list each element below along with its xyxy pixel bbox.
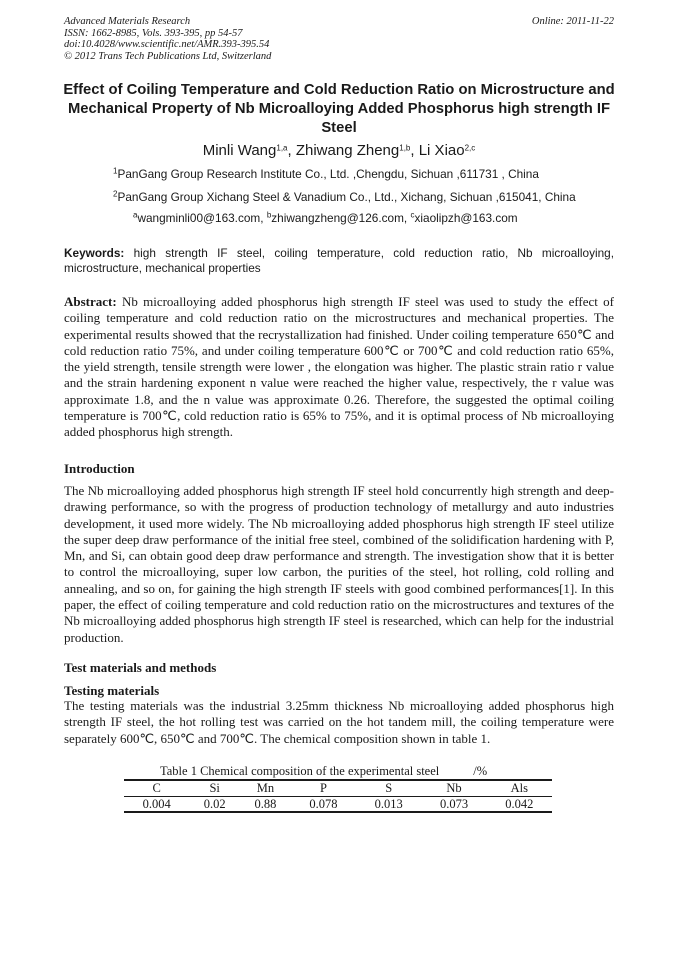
abstract	[64, 294, 614, 441]
affiliation-text: PanGang Group Xichang Steel & Vanadium Co., Ltd., Xichang, Sichuan ,615041, China	[117, 190, 576, 204]
introduction-heading: Introduction	[64, 461, 135, 476]
table-row	[124, 796, 552, 812]
table-cell: 0.042	[505, 797, 534, 811]
email-link[interactable]: wangminli00@163.com,	[137, 211, 264, 225]
table-header-cell: Nb	[446, 781, 462, 795]
materials-subheading: Testing materials	[64, 683, 160, 698]
journal-name: Advanced Materials Research	[64, 16, 191, 27]
abstract-text: Nb microalloying added phosphorus high strength IF steel was used to study the effect of coiling temperature and cold reduction ratio on the microstructures and mechanical properties. The experimental results showed that the recrystallization had finished. Under coiling temperature 650℃ and cold reduction ratio 75%, and under coiling temperature 600℃ or 700℃ and cold reduction ratio 65%, the yield strength, tensile strength were lower , the elongation was higher. The plastic strain ratio r value and the strain hardening exponent n value were reached the higher value, respectively, the r value was approximate 1.8, and the n value was approximate 0.26. Therefore, the suggested the optimal coiling temperature is 700℃, cold reduction ratio is 65% to 75%, and it is optimal process of Nb microalloying added phosphorus high strength.	[64, 294, 614, 440]
email-link[interactable]: xiaolipzh@163.com	[414, 211, 518, 225]
affiliation-sup: 2	[113, 189, 118, 199]
abstract-label: Abstract:	[64, 294, 117, 309]
affiliation-text: PanGang Group Research Institute Co., Ltd. ,Chengdu, Sichuan ,611731 , China	[117, 167, 539, 181]
affiliation-1	[113, 167, 539, 181]
table-header-cell: P	[319, 781, 327, 795]
copyright-line: © 2012 Trans Tech Publications Ltd, Switzerland	[64, 50, 272, 62]
author-name: Minli Wang	[202, 142, 277, 159]
materials-text: The testing materials was the industrial 3.25mm thickness Nb microalloying added phosphorus high strength IF steel, the hot rolling test was carried on the hot tandem mill, the coiling temperature were separately 600℃, 650℃ and 700℃. The chemical composition shown in table 1.	[64, 698, 614, 746]
table-header-cell: Si	[209, 781, 220, 795]
introduction-text: The Nb microalloying added phosphorus high strength IF steel hold concurrently high strength and deep-drawing performance, so with the progress of production technology of metallurgy and auto industries development, it used more widely. The Nb microalloying added phosphorus high strength IF steel utilize the super deep draw performance of the initial free steel, combined of the solidification hardening with P, Mn, and Si, can obtain good deep draw performance and strength. The investigation show that it is better to control the microalloying, super low carbon, the purities of the steel, hot rolling, cold rolling and annealing, and so on, for gaining the high strength IF steels with good combined performances[1]. In this paper, the effect of coiling temperature and cold reduction ratio on the microstructures and textures of the Nb microalloying added phosphorus high strength IF steel is researched, which can help for the industrial production.	[64, 483, 614, 645]
table-header-cell: Als	[510, 781, 529, 795]
table-cell: 0.88	[254, 797, 277, 811]
email-line	[133, 211, 518, 225]
table-cell: 0.02	[203, 797, 226, 811]
keywords-text: high strength IF steel, coiling temperature, cold reduction ratio, Nb microalloying, microstructure, mechanical properties	[64, 246, 614, 275]
author-name: Li Xiao	[418, 142, 465, 159]
issn-line: ISSN: 1662-8985, Vols. 393-395, pp 54-57	[64, 27, 243, 39]
author-list: Minli Wang$^{1,a}$, Zhiwang Zheng$^{1,b}$, Li Xiao$^{2,c}$	[202, 142, 476, 159]
doi-line: doi:10.4028/www.scientific.net/AMR.393-395.54	[64, 39, 270, 50]
table-caption	[160, 763, 487, 779]
methods-heading: Test materials and methods	[64, 660, 217, 675]
table-header-row	[124, 780, 552, 796]
journal-header	[64, 16, 271, 62]
email-sup: b	[266, 210, 272, 220]
affiliation-2	[113, 190, 576, 204]
table-caption-text: Table 1 Chemical composition of the experimental steel	[160, 764, 440, 778]
online-date: Online: 2011-11-22	[531, 16, 614, 27]
author-name: Zhiwang Zheng	[295, 142, 400, 159]
paper-title: Effect of Coiling Temperature and Cold Reduction Ratio on Microstructure and Mechanical Property of Nb Microalloying Added Phosphorus high strength IF Steel	[63, 82, 615, 136]
affiliation-sup: 1	[113, 166, 118, 176]
table-header-cell: Mn	[256, 781, 275, 795]
keywords	[64, 246, 614, 276]
composition-table	[124, 780, 552, 812]
table-cell: 0.004	[142, 797, 171, 811]
keywords-label: Keywords:	[64, 246, 125, 260]
table-header-cell: C	[152, 781, 161, 795]
email-link[interactable]: zhiwangzheng@126.com,	[271, 211, 408, 225]
author-sup: 1,a	[276, 143, 288, 153]
email-sup: c	[410, 210, 415, 220]
author-sup: 2,c	[464, 143, 476, 153]
table-header-cell: S	[385, 781, 393, 795]
author-sup: 1,b	[399, 143, 411, 153]
email-sup: a	[133, 210, 138, 220]
table-unit: /%	[473, 764, 488, 778]
table-cell: 0.073	[439, 797, 469, 811]
table-cell: 0.078	[309, 797, 338, 811]
table-cell: 0.013	[374, 797, 403, 811]
